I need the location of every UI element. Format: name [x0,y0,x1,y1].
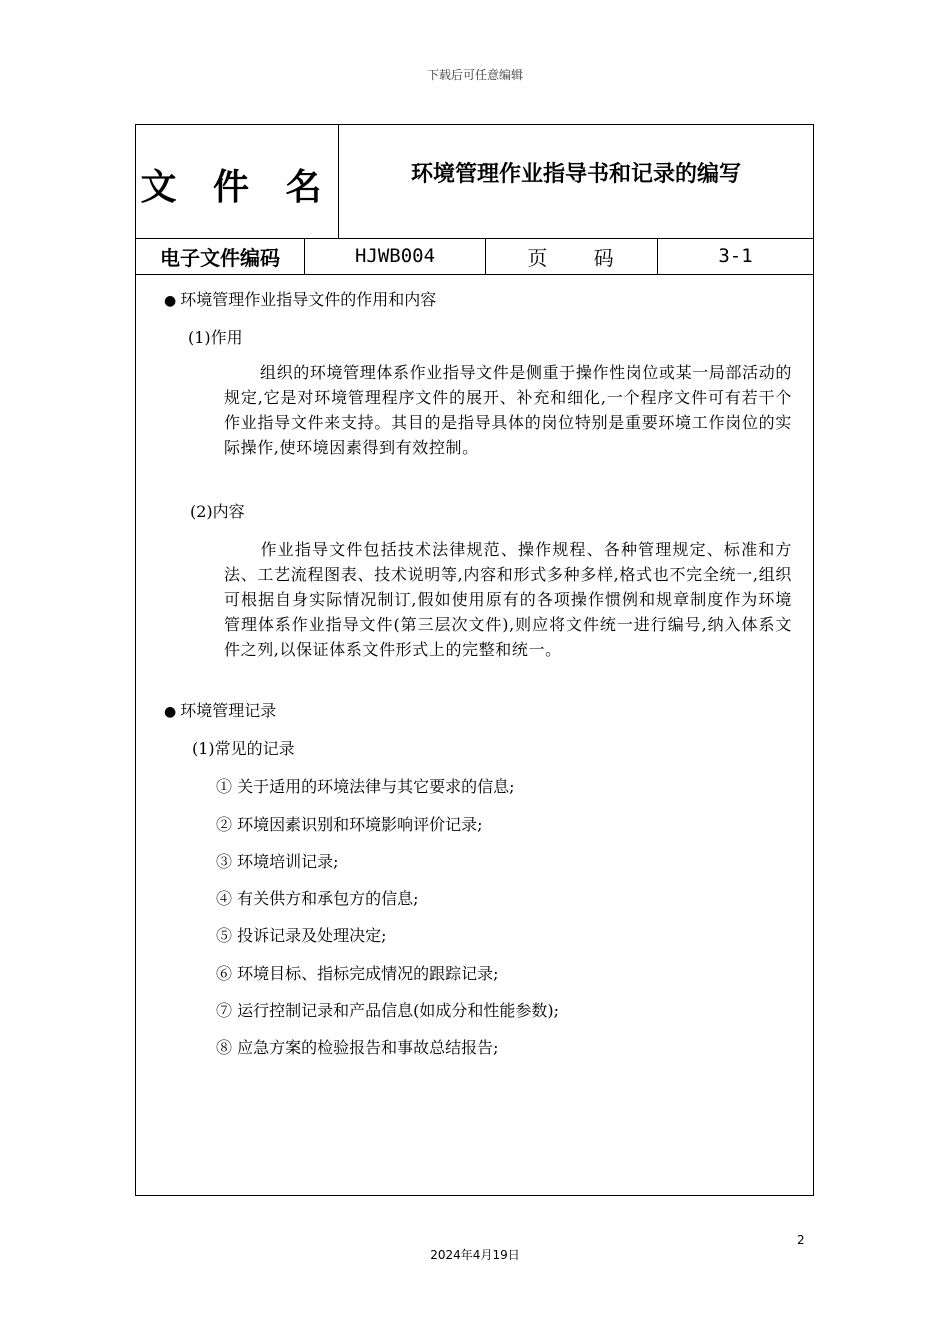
document-title: 环境管理作业指导书和记录的编写 [410,162,741,187]
section1-sub1-body: 组织的环境管理体系作业指导文件是侧重于操作性岗位或某一局部活动的规定,它是对环境管理程序文件的展开、补充和细化,一个程序文件可有若干个作业指导文件来支持。其目的是指导具体的岗位特别是重要环境工作岗位的实际操作,使环境因素得到有效控制。 [224,363,792,457]
document-frame [135,124,814,1196]
record-item: ⑦ 运行控制记录和产品信息(如成分和性能参数); [216,1001,559,1020]
record-item: ③ 环境培训记录; [216,852,339,871]
section1-heading: ● 环境管理作业指导文件的作用和内容 [164,287,436,310]
section1-sub2-body: 作业指导文件包括技术法律规范、操作规程、各种管理规定、标准和方法、工艺流程图表、技术说明等,内容和形式多种多样,格式也不完全统一,组织可根据自身实际情况制订,假如使用原有的各项操作惯例和规章制度作为环境管理体系作业指导文件(第三层次文件),则应将文件统一进行编号,纳入体系文件之列,以保证体系文件形式上的完整和统一。 [224,540,792,659]
record-item: ② 环境因素识别和环境影响评价记录; [216,815,483,834]
section1-sub1-title: (1)作用 [188,328,243,347]
page-value: 3-1 [718,245,753,267]
section2-heading: ● 环境管理记录 [164,698,276,721]
footer-date: 2024年4月19日 [430,1248,520,1262]
record-item: ⑧ 应急方案的检验报告和事故总结报告; [216,1038,499,1057]
header-row [136,125,813,239]
top-note: 下载后可任意编辑 [426,68,523,82]
page-number: 2 [797,1233,805,1247]
section1-sub2-title: (2)内容 [190,502,245,521]
record-item: ⑥ 环境目标、指标完成情况的跟踪记录; [216,964,499,983]
section2-sub1-title: (1)常见的记录 [192,739,295,758]
record-item: ① 关于适用的环境法律与其它要求的信息; [216,777,515,796]
file-code-value: HJWB004 [305,238,486,274]
page-label: 页 码 [486,238,658,274]
file-code-label: 电子文件编码 [136,238,305,274]
record-item: ④ 有关供方和承包方的信息; [216,889,419,908]
meta-row [136,238,813,275]
record-item: ⑤ 投诉记录及处理决定; [216,926,387,945]
file-name-label: 文 件 名 [136,125,339,238]
